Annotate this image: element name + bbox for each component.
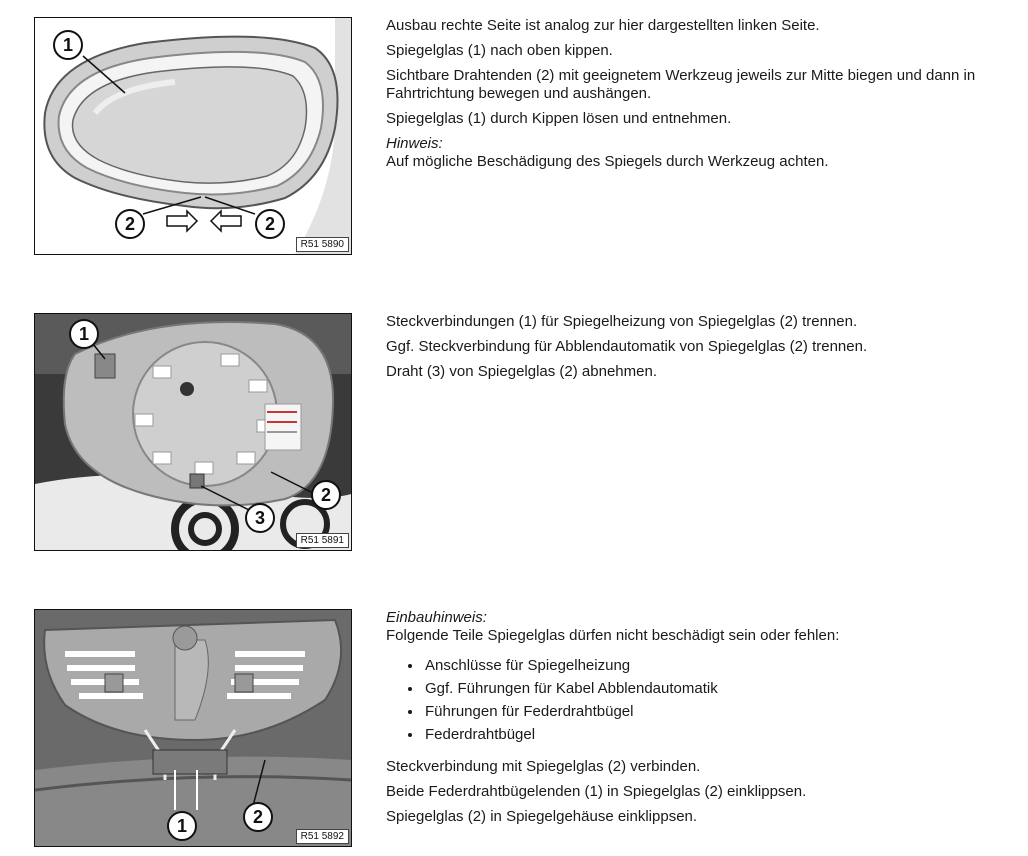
callout-1: 1 bbox=[53, 30, 83, 60]
step-2-text bbox=[386, 313, 1022, 388]
list-item: • Anschlüsse für Spiegelheizung bbox=[423, 657, 1022, 675]
callout-2: 2 bbox=[311, 480, 341, 510]
list-item: • Federdrahtbügel bbox=[423, 726, 1022, 744]
step-3-paragraph: Beide Federdrahtbügelenden (1) in Spiegelglas (2) einklippsen. bbox=[386, 783, 807, 800]
step-2-paragraph: Draht (3) von Spiegelglas (2) abnehmen. bbox=[386, 363, 657, 380]
step-1-paragraph: Spiegelglas (1) durch Kippen lösen und entnehmen. bbox=[386, 110, 732, 127]
note-text: Auf mögliche Beschädigung des Spiegels durch Werkzeug achten. bbox=[386, 153, 829, 170]
callout-2-right: 2 bbox=[255, 209, 285, 239]
figure-1-illustration bbox=[35, 18, 351, 254]
step-3-paragraph: Steckverbindung mit Spiegelglas (2) verbinden. bbox=[386, 758, 701, 775]
step-3-text bbox=[386, 609, 1022, 833]
step-1-paragraph: Sichtbare Drahtenden (2) mit geeignetem Werkzeug jeweils zur Mitte biegen und dann in Fahrtrichtung bewegen und aushängen. bbox=[386, 67, 976, 102]
callout-2-left: 2 bbox=[115, 209, 145, 239]
installation-note-intro: Folgende Teile Spiegelglas dürfen nicht beschädigt sein oder fehlen: bbox=[386, 627, 840, 644]
figure-1 bbox=[34, 17, 352, 255]
callout-3: 3 bbox=[245, 503, 275, 533]
callout-1: 1 bbox=[69, 319, 99, 349]
step-3-paragraph: Spiegelglas (2) in Spiegelgehäuse einklippsen. bbox=[386, 808, 698, 825]
step-1-paragraph: Spiegelglas (1) nach oben kippen. bbox=[386, 42, 613, 59]
figure-id: R51 5891 bbox=[296, 533, 349, 548]
note-label: Hinweis: bbox=[386, 135, 443, 152]
callout-1: 1 bbox=[167, 811, 197, 841]
figure-2 bbox=[34, 313, 352, 551]
step-2-paragraph: Steckverbindungen (1) für Spiegelheizung von Spiegelglas (2) trennen. bbox=[386, 313, 858, 330]
step-1-text bbox=[386, 17, 1022, 178]
figure-3 bbox=[34, 609, 352, 847]
callout-2: 2 bbox=[243, 802, 273, 832]
step-1-paragraph: Ausbau rechte Seite ist analog zur hier dargestellten linken Seite. bbox=[386, 17, 820, 34]
figure-2-illustration bbox=[35, 314, 351, 550]
required-parts-list bbox=[386, 657, 1022, 744]
step-2-paragraph: Ggf. Steckverbindung für Abblendautomatik von Spiegelglas (2) trennen. bbox=[386, 338, 868, 355]
figure-id: R51 5890 bbox=[296, 237, 349, 252]
list-item: • Führungen für Federdrahtbügel bbox=[423, 703, 1022, 721]
figure-id: R51 5892 bbox=[296, 829, 349, 844]
figure-3-illustration bbox=[35, 610, 351, 846]
installation-note-label: Einbauhinweis: bbox=[386, 609, 487, 626]
list-item: • Ggf. Führungen für Kabel Abblendautomatik bbox=[423, 680, 1022, 698]
